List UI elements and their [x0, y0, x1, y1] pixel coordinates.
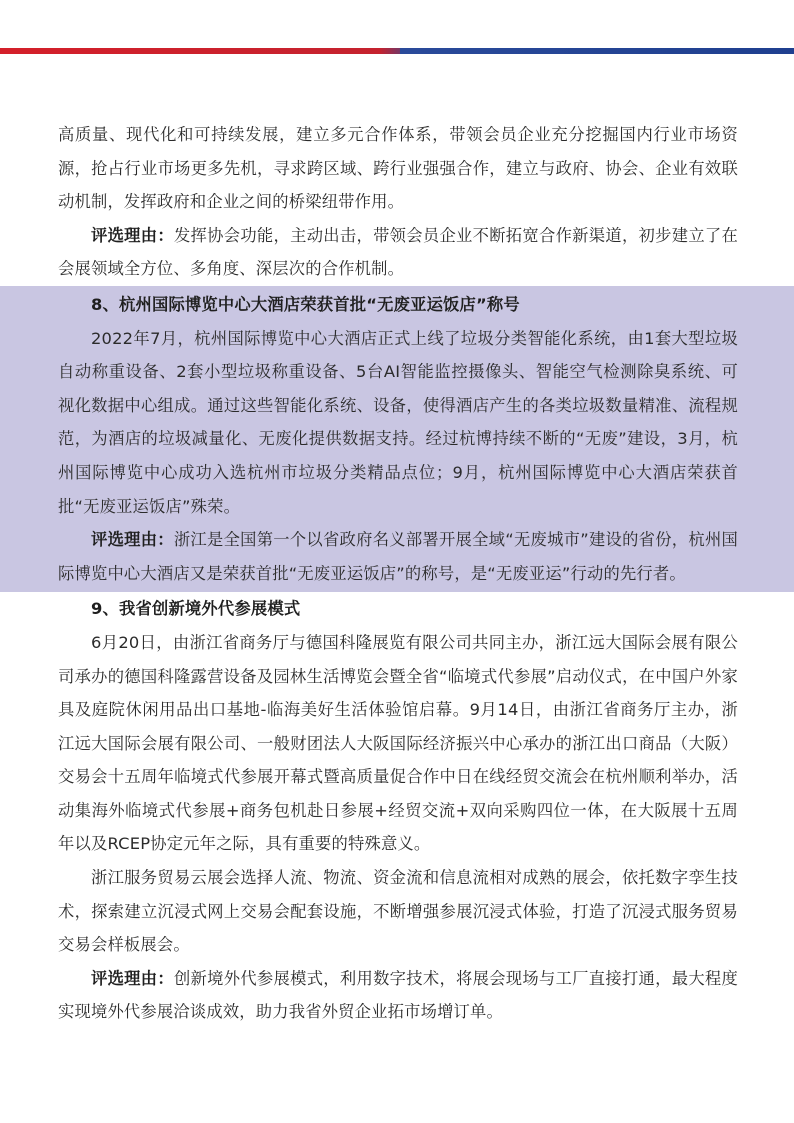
header-band-red — [0, 48, 400, 54]
section-9-reason-text: 创新境外代参展模式，利用数字技术，将展会现场与工厂直接打通，最大程度实现境外代参展洽谈成效，助力我省外贸企业拓市场增订单。 — [58, 968, 738, 1022]
section-9-body-1: 6月20日，由浙江省商务厅与德国科隆展览有限公司共同主办，浙江远大国际会展有限公司承办的德国科隆露营设备及园林生活博览会暨全省“临境式代参展”启动仪式，在中国户外家具及庭院休闲用品出口基地-临海美好生活体验馆启幕。9月14日，由浙江省商务厅主办，浙江远大国际会展有限公司、一般财团法人大阪国际经济振兴中心承办的浙江出口商品（大阪）交易会十五周年临境式代参展开幕式暨高质量促合作中日在线经贸交流会在杭州顺利举办，活动集海外临境式代参展+商务包机赴日参展+经贸交流+双向采购四位一体，在大阪展十五周年以及RCEP协定元年之际，具有重要的特殊意义。 — [58, 632, 738, 854]
reason-label: 评选理由： — [91, 968, 174, 988]
reason-7-paragraph — [58, 219, 738, 286]
page-content — [58, 118, 738, 1029]
section-8-title: 8、杭州国际博览中心大酒店荣获首批“无废亚运饭店”称号 — [91, 294, 520, 314]
reason-label: 评选理由： — [91, 530, 174, 550]
header-color-band — [0, 48, 794, 54]
section-9-reason-paragraph — [58, 962, 738, 1029]
intro-paragraph: 高质量、现代化和可持续发展，建立多元合作体系，带领会员企业充分挖掘国内行业市场资源，抢占行业市场更多先机，寻求跨区域、跨行业强强合作，建立与政府、协会、企业有效联动机制，发挥政府和企业之间的桥梁纽带作用。 — [58, 125, 738, 212]
section-9-body-2: 浙江服务贸易云展会选择人流、物流、资金流和信息流相对成熟的展会，依托数字孪生技术，探索建立沉浸式网上交易会配套设施，不断增强参展沉浸式体验，打造了沉浸式服务贸易交易会样板展会。 — [58, 868, 738, 955]
section-8-body: 2022年7月，杭州国际博览中心大酒店正式上线了垃圾分类智能化系统，由1套大型垃圾自动称重设备、2套小型垃圾称重设备、5台AI智能监控摄像头、智能空气检测除臭系统、可视化数据中心组成。通过这些智能化系统、设备，使得酒店产生的各类垃圾数量精准、流程规范，为酒店的垃圾减量化、无废化提供数据支持。经过杭博持续不断的“无废”建设，3月，杭州国际博览中心成功入选杭州市垃圾分类精品点位；9月，杭州国际博览中心大酒店荣获首批“无废亚运饭店”殊荣。 — [58, 328, 738, 516]
section-8-reason-text: 浙江是全国第一个以省政府名义部署开展全域“无废城市”建设的省份，杭州国际博览中心大酒店又是荣获首批“无废亚运饭店”的称号，是“无废亚运”行动的先行者。 — [58, 530, 738, 583]
reason-7-text: 发挥协会功能，主动出击，带领会员企业不断拓宽合作新渠道，初步建立了在会展领域全方位、多角度、深层次的合作机制。 — [58, 225, 738, 279]
section-9-title: 9、我省创新境外代参展模式 — [91, 599, 301, 619]
section-8-reason-paragraph — [58, 523, 738, 590]
header-band-blue — [400, 48, 794, 54]
section-8-highlight-block — [0, 286, 794, 592]
reason-label: 评选理由： — [91, 225, 174, 245]
